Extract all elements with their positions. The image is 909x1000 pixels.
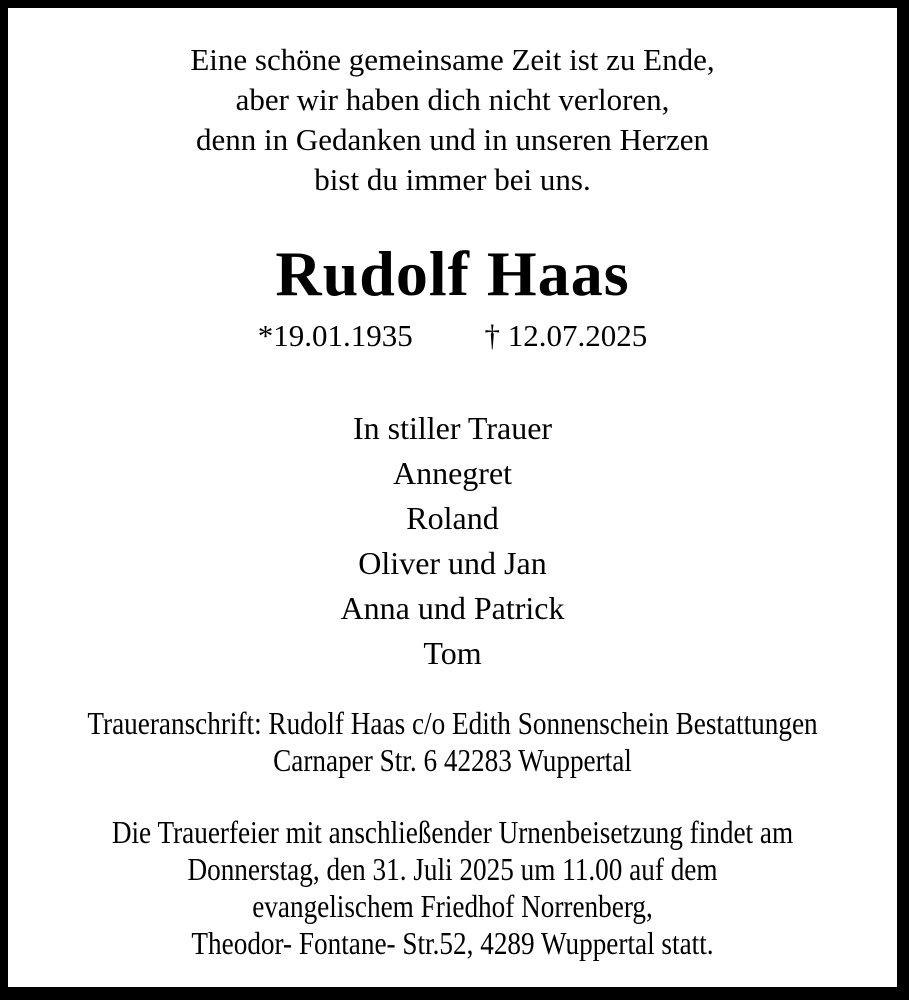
- birth-date: *19.01.1935: [257, 318, 413, 353]
- funeral-info-line: Theodor- Fontane- Str.52, 4289 Wuppertal statt.: [191, 925, 714, 961]
- mourner-line: Annegret: [392, 455, 513, 491]
- funeral-info: [8, 814, 897, 962]
- funeral-info-line: Donnerstag, den 31. Juli 2025 um 11.00 auf dem: [187, 851, 718, 887]
- verse-line: Eine schöne gemeinsame Zeit ist zu Ende,: [190, 42, 715, 77]
- mourner-line: Anna und Patrick: [340, 590, 565, 626]
- mourner-line: Roland: [406, 500, 499, 536]
- funeral-info-line: Die Trauerfeier mit anschließender Urnenbeisetzung findet am: [111, 814, 794, 850]
- mourning-address-line: Carnaper Str. 6 42283 Wuppertal: [273, 742, 632, 778]
- verse-line: bist du immer bei uns.: [314, 162, 591, 197]
- verse-line: aber wir haben dich nicht verloren,: [235, 82, 670, 117]
- mourning-address-line: Traueranschrift: Rudolf Haas c/o Edith Sonnenschein Bestattungen: [87, 705, 818, 741]
- mourner-line: Tom: [423, 635, 482, 671]
- mourner-line: Oliver und Jan: [358, 545, 547, 581]
- deceased-name: Rudolf Haas: [275, 238, 630, 309]
- mourners-list: [8, 406, 897, 676]
- life-dates: [8, 316, 897, 356]
- death-date: † 12.07.2025: [484, 318, 648, 353]
- mourning-phrase: In stiller Trauer: [352, 410, 553, 446]
- funeral-info-line: evangelischem Friedhof Norrenberg,: [252, 888, 653, 924]
- verse-line: denn in Gedanken und in unseren Herzen: [195, 122, 710, 157]
- memorial-verse: [8, 40, 897, 200]
- mourning-address: [8, 705, 897, 779]
